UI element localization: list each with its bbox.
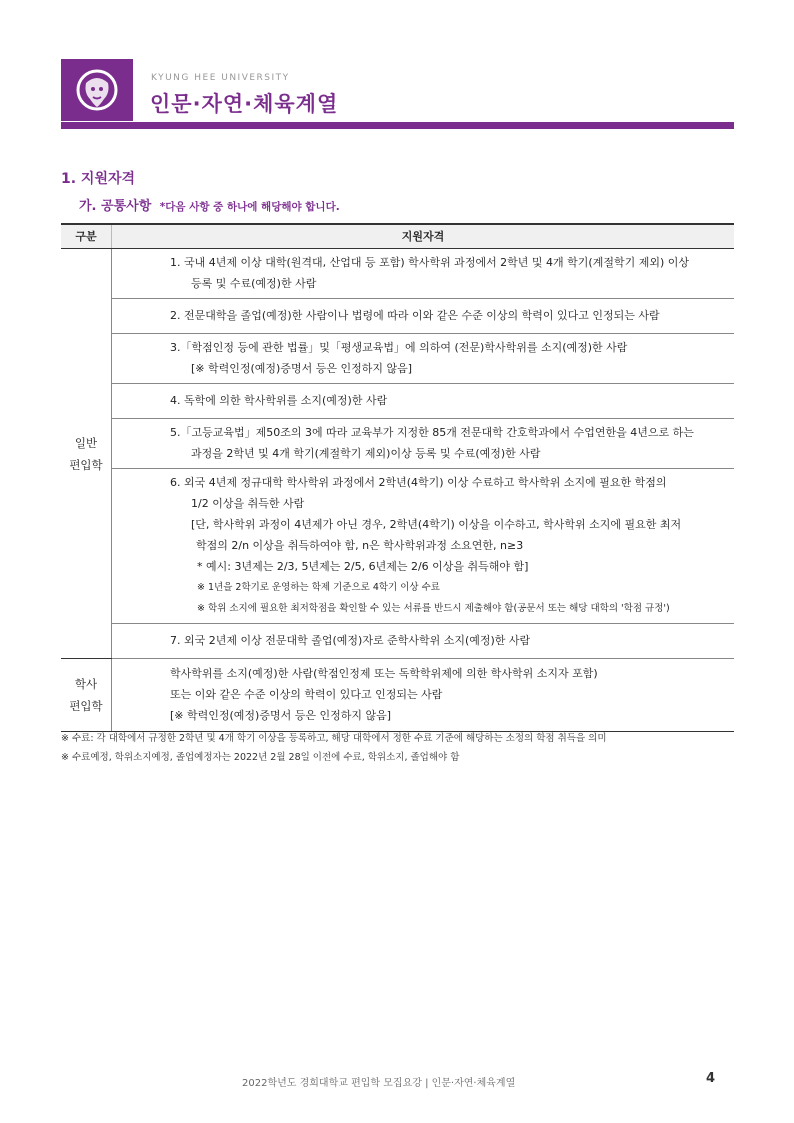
header-qualification: 지원자격 xyxy=(112,224,735,249)
qualification-table xyxy=(61,223,734,732)
qualification-item xyxy=(112,419,735,469)
qualification-item xyxy=(112,624,735,659)
header-category: 구분 xyxy=(61,224,112,249)
category-general xyxy=(61,249,112,659)
item-text: [단, 학사학위 과정이 4년제가 아닌 경우, 2학년(4학기) 이상을 이수하고, 학사학위 소지에 필요한 최저 xyxy=(191,518,682,531)
subsection-title xyxy=(79,195,340,214)
section-title: 1. 지원자격 xyxy=(61,171,136,187)
subsection-note: *다음 사항 중 하나에 해당해야 합니다. xyxy=(159,201,340,213)
category-label: 일반 xyxy=(74,435,98,450)
table-row xyxy=(61,624,734,659)
item-text: 학사학위를 소지(예정)한 사람(학점인정제 또는 독학학위제에 의한 학사학위 소지자 포함) xyxy=(170,667,598,680)
qualification-item xyxy=(112,469,735,624)
footnote: ※ 수료: 각 대학에서 규정한 2학년 및 4개 학기 이상을 등록하고, 해당 대학에서 정한 수료 기준에 해당하는 소정의 학점 취득을 의미 xyxy=(61,733,607,744)
item-text: 4. 독학에 의한 학사학위를 소지(예정)한 사람 xyxy=(170,394,388,407)
table-row xyxy=(61,384,734,419)
item-text: [※ 학력인정(예정)증명서 등은 인정하지 않음] xyxy=(170,709,392,722)
item-text: 6. 외국 4년제 정규대학 학사학위 과정에서 2학년(4학기) 이상 수료하고 학사학위 소지에 필요한 학점의 xyxy=(170,476,667,489)
table-row xyxy=(61,469,734,624)
table-header-row xyxy=(61,224,734,249)
qualification-item xyxy=(112,659,735,732)
footer-text: 2022학년도 경희대학교 편입학 모집요강 | 인문·자연·체육계열 xyxy=(242,1078,516,1089)
item-text: 등록 및 수료(예정)한 사람 xyxy=(191,277,317,290)
table-row xyxy=(61,299,734,334)
table-row xyxy=(61,659,734,732)
qualification-item xyxy=(112,334,735,384)
category-label: 학사 xyxy=(74,677,98,691)
category-bachelor xyxy=(61,659,112,732)
item-text: 7. 외국 2년제 이상 전문대학 졸업(예정)자로 준학사학위 소지(예정)한 사람 xyxy=(170,634,531,647)
qualification-item xyxy=(112,299,735,334)
header-divider xyxy=(61,122,734,129)
item-note: ※ 학위 소지에 필요한 최저학점을 확인할 수 있는 서류를 반드시 제출해야 함(공문서 또는 해당 대학의 '학점 규정') xyxy=(197,603,670,614)
item-text: * 예시: 3년제는 2/3, 5년제는 2/5, 6년제는 2/6 이상을 취득해야 함] xyxy=(197,560,529,573)
qualification-item xyxy=(112,384,735,419)
footnote: ※ 수료예정, 학위소지예정, 졸업예정자는 2022년 2월 28일 이전에 수료, 학위소지, 졸업해야 함 xyxy=(61,752,460,763)
qualification-item xyxy=(112,249,735,299)
table-row xyxy=(61,419,734,469)
item-text: 1/2 이상을 취득한 사람 xyxy=(191,497,305,510)
lion-emblem-icon xyxy=(74,67,120,113)
item-text: 5.「고등교육법」제50조의 3에 따라 교육부가 지정한 85개 전문대학 간호학과에서 수업연한을 4년으로 하는 xyxy=(170,426,694,439)
category-label: 편입학 xyxy=(69,457,103,472)
item-text: 또는 이와 같은 수준 이상의 학력이 있다고 인정되는 사람 xyxy=(170,688,443,701)
subsection-label: 가. 공통사항 xyxy=(79,199,152,214)
item-note: ※ 1년을 2학기로 운영하는 학제 기준으로 4학기 이상 수료 xyxy=(197,582,440,593)
table-row xyxy=(61,249,734,299)
page-number: 4 xyxy=(706,1071,716,1086)
item-text: 과정을 2학년 및 4개 학기(계절학기 제외)이상 등록 및 수료(예정)한 사람 xyxy=(191,447,541,460)
item-text: [※ 학력인정(예정)증명서 등은 인정하지 않음] xyxy=(191,362,413,375)
item-text: 3.「학점인정 등에 관한 법률」및「평생교육법」에 의하여 (전문)학사학위를 소지(예정)한 사람 xyxy=(170,341,628,354)
footnotes xyxy=(61,729,751,767)
university-logo xyxy=(61,59,133,121)
university-name: KYUNG HEE UNIVERSITY xyxy=(151,73,290,83)
table-row xyxy=(61,334,734,384)
item-text: 2. 전문대학을 졸업(예정)한 사람이나 법령에 따라 이와 같은 수준 이상의 학력이 있다고 인정되는 사람 xyxy=(170,309,660,322)
item-text: 1. 국내 4년제 이상 대학(원격대, 산업대 등 포함) 학사학위 과정에서 2학년 및 4개 학기(계절학기 제외) 이상 xyxy=(170,256,690,269)
item-text: 학점의 2/n 이상을 취득하여야 함, n은 학사학위과정 소요연한, n≥3 xyxy=(196,539,524,552)
page-title: 인문·자연·체육계열 xyxy=(150,92,339,116)
category-label: 편입학 xyxy=(69,699,103,713)
